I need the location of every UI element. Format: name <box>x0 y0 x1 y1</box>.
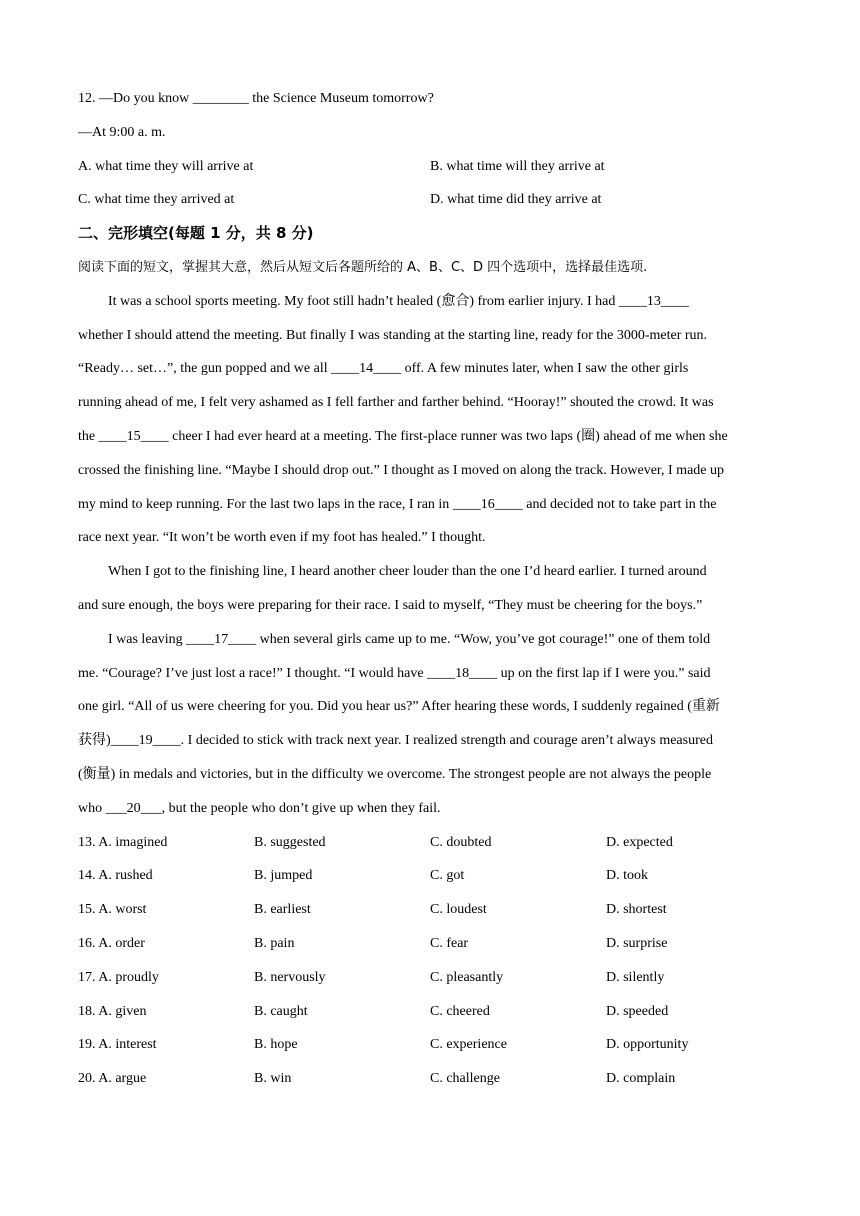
passage-line: running ahead of me, I felt very ashamed as I fell farther and farther behind. “Hooray!” shouted the crowd. It was <box>78 395 714 411</box>
q12-options-row-1 <box>78 150 788 184</box>
option-d: D. silently <box>606 969 665 985</box>
q12-option-d: D. what time did they arrive at <box>430 192 602 208</box>
option-a: 15. A. worst <box>78 902 147 918</box>
q12-option-a: A. what time they will arrive at <box>78 158 254 174</box>
q12-option-c: C. what time they arrived at <box>78 192 235 208</box>
option-a: 16. A. order <box>78 935 145 951</box>
option-c: C. experience <box>430 1037 507 1053</box>
passage-line: whether I should attend the meeting. But finally I was standing at the starting line, ready for the 3000-meter run. <box>78 327 708 343</box>
option-b: B. suggested <box>254 834 326 850</box>
passage-line: my mind to keep running. For the last two laps in the race, I ran in ____16____ and decided not to take part in the <box>78 496 717 512</box>
option-b: B. win <box>254 1071 292 1087</box>
passage-line: and sure enough, the boys were preparing for their race. I said to myself, “They must be cheering for the boys.” <box>78 597 703 613</box>
option-c: C. pleasantly <box>430 969 504 985</box>
option-d: D. complain <box>606 1071 676 1087</box>
passage-line: who ___20___, but the people who don’t give up when they fail. <box>78 800 441 816</box>
passage-line: “Ready… set…”, the gun popped and we all ____14____ off. A few minutes later, when I saw the other girls <box>78 361 689 377</box>
option-d: D. expected <box>606 834 673 850</box>
option-a: 14. A. rushed <box>78 868 153 884</box>
option-c: C. doubted <box>430 834 492 850</box>
option-b: B. hope <box>254 1037 298 1053</box>
option-b: B. pain <box>254 935 295 951</box>
option-c: C. got <box>430 868 465 884</box>
option-a: 17. A. proudly <box>78 969 159 985</box>
option-b: B. jumped <box>254 868 313 884</box>
question-row <box>78 961 788 995</box>
question-row <box>78 826 788 860</box>
q12-option-b: B. what time will they arrive at <box>430 158 605 174</box>
cloze-passage <box>78 285 788 826</box>
option-b: B. nervously <box>254 969 326 985</box>
option-d: D. shortest <box>606 902 667 918</box>
option-a: 20. A. argue <box>78 1071 147 1087</box>
q12-stem: 12. —Do you know ________ the Science Museum tomorrow? <box>78 91 434 106</box>
passage-line: the ____15____ cheer I had ever heard at a meeting. The first-place runner was two laps (圈) ahead of me when she <box>78 428 728 444</box>
q12-answer-line: —At 9:00 a. m. <box>78 124 166 140</box>
question-row <box>78 1028 788 1062</box>
q12-options-row-2 <box>78 183 788 217</box>
question-row <box>78 995 788 1029</box>
passage-line: race next year. “It won’t be worth even if my foot has healed.” I thought. <box>78 530 486 546</box>
option-d: D. surprise <box>606 935 668 951</box>
option-b: B. earliest <box>254 902 311 918</box>
question-row <box>78 859 788 893</box>
section-instructions: 阅读下面的短文，掌握其大意，然后从短文后各题所给的 A、B、C、D 四个选项中，选择最佳选项. <box>78 259 648 275</box>
option-d: D. opportunity <box>606 1037 689 1053</box>
passage-line: I was leaving ____17____ when several girls came up to me. “Wow, you’ve got courage!” one of them told <box>108 631 711 647</box>
option-a: 13. A. imagined <box>78 834 168 850</box>
passage-line: When I got to the finishing line, I heard another cheer louder than the one I’d heard earlier. I turned around <box>108 564 707 580</box>
option-c: C. loudest <box>430 902 487 918</box>
passage-line: me. “Courage? I’ve just lost a race!” I thought. “I would have ____18____ up on the first lap if I were you.” said <box>78 665 711 681</box>
question-row <box>78 1062 788 1096</box>
question-row <box>78 893 788 927</box>
option-d: D. took <box>606 868 648 884</box>
question-row <box>78 927 788 961</box>
option-a: 19. A. interest <box>78 1037 157 1053</box>
option-d: D. speeded <box>606 1003 669 1019</box>
option-a: 18. A. given <box>78 1003 147 1019</box>
passage-line: (衡量) in medals and victories, but in the difficulty we overcome. The strongest people are not always the people <box>78 766 712 782</box>
exam-page <box>78 82 788 1096</box>
passage-line: It was a school sports meeting. My foot still hadn’t healed (愈合) from earlier injury. I had ____13____ <box>108 293 689 309</box>
section-title: 二、完形填空(每题 1 分，共 8 分) <box>78 224 314 243</box>
option-c: C. cheered <box>430 1003 490 1019</box>
option-b: B. caught <box>254 1003 308 1019</box>
cloze-options <box>78 826 788 1096</box>
passage-line: 获得)____19____. I decided to stick with track next year. I realized strength and courage aren’t always measured <box>78 733 713 749</box>
passage-line: crossed the finishing line. “Maybe I should drop out.” I thought as I moved on along the track. However, I made up <box>78 462 725 478</box>
passage-line: one girl. “All of us were cheering for you. Did you hear us?” After hearing these words, I suddenly regained (重新 <box>78 699 720 715</box>
option-c: C. challenge <box>430 1071 500 1087</box>
option-c: C. fear <box>430 935 469 951</box>
